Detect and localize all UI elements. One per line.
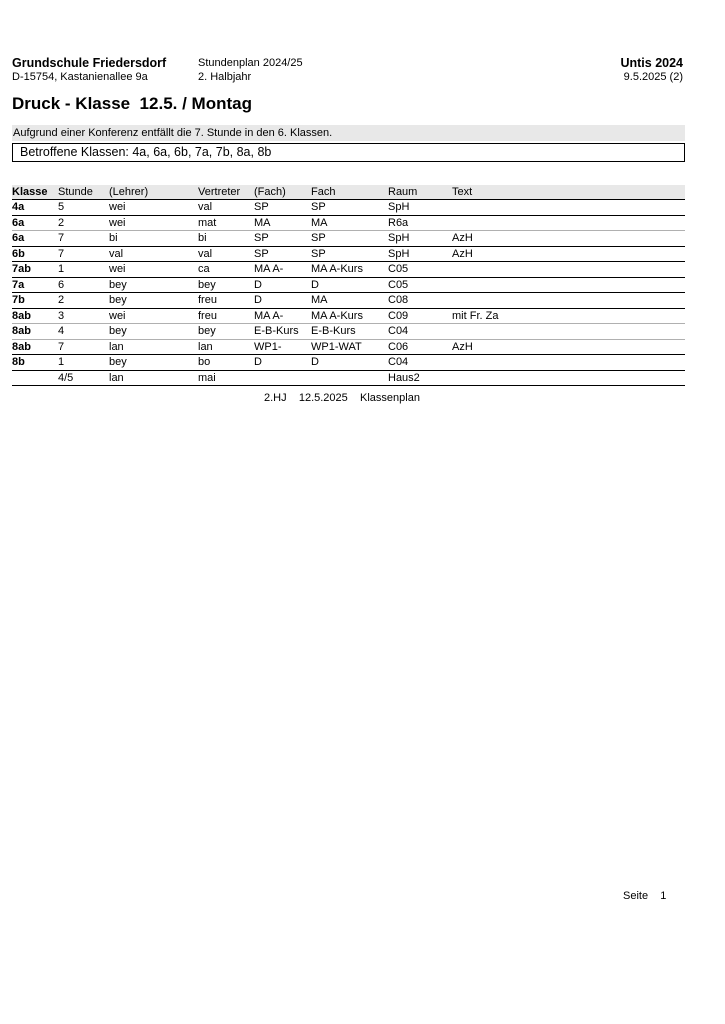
cell-vertreter: freu bbox=[198, 309, 217, 322]
cell-vertreter: lan bbox=[198, 340, 213, 353]
cell-fach: MA bbox=[311, 216, 328, 229]
cell-fach-alt: SP bbox=[254, 232, 269, 244]
cell-stunde: 5 bbox=[58, 201, 65, 213]
header-klasse: Klasse bbox=[12, 186, 48, 198]
cell-klasse: 6b bbox=[12, 247, 25, 260]
table-row bbox=[12, 216, 685, 232]
cell-stunde: 3 bbox=[58, 309, 65, 322]
cell-lehrer: wei bbox=[109, 216, 126, 229]
table-row bbox=[12, 324, 685, 340]
affected-classes-box: Betroffene Klassen: 4a, 6a, 6b, 7a, 7b, 8a, 8b bbox=[12, 143, 685, 162]
table-row bbox=[12, 247, 685, 263]
cell-stunde: 7 bbox=[58, 247, 65, 260]
cell-vertreter: bey bbox=[198, 278, 216, 291]
table-row bbox=[12, 340, 685, 356]
cell-fach: SP bbox=[311, 247, 326, 260]
cell-stunde: 4/5 bbox=[58, 371, 74, 384]
cell-vertreter: mai bbox=[198, 371, 216, 384]
cell-fach-alt: D bbox=[254, 278, 262, 291]
cell-fach-alt: SP bbox=[254, 201, 269, 213]
cell-lehrer: val bbox=[109, 247, 124, 260]
header-fach: Fach bbox=[311, 186, 336, 198]
cell-lehrer: lan bbox=[109, 340, 124, 353]
header-vertreter: Vertreter bbox=[198, 186, 241, 198]
cell-vertreter: bi bbox=[198, 232, 207, 244]
cell-stunde: 2 bbox=[58, 216, 65, 229]
header-lehrer: (Lehrer) bbox=[109, 186, 149, 198]
cell-stunde: 7 bbox=[58, 340, 65, 353]
table-row bbox=[12, 262, 685, 278]
cell-klasse: 4a bbox=[12, 201, 25, 213]
cell-raum: Haus2 bbox=[388, 371, 420, 384]
cell-klasse: 6a bbox=[12, 232, 25, 244]
header-raum: Raum bbox=[388, 186, 418, 198]
cell-vertreter: bo bbox=[198, 356, 211, 368]
table-header bbox=[12, 185, 685, 200]
cell-stunde: 1 bbox=[58, 356, 65, 368]
cell-fach: MA A-Kurs bbox=[311, 309, 363, 322]
cell-klasse: 6a bbox=[12, 216, 25, 229]
header-text: Text bbox=[452, 186, 473, 198]
cell-fach-alt: D bbox=[254, 356, 262, 368]
notice-banner: Aufgrund einer Konferenz entfällt die 7. Stunde in den 6. Klassen. bbox=[12, 125, 685, 141]
substitution-table bbox=[12, 185, 685, 386]
cell-stunde: 6 bbox=[58, 278, 65, 291]
cell-klasse: 8ab bbox=[12, 340, 31, 353]
plan-name: Stundenplan 2024/25 bbox=[198, 57, 303, 69]
cell-fach: D bbox=[311, 278, 319, 291]
cell-raum: C04 bbox=[388, 356, 409, 368]
cell-fach-alt: MA A- bbox=[254, 263, 284, 275]
header-fach-alt: (Fach) bbox=[254, 186, 286, 198]
cell-klasse: 7ab bbox=[12, 263, 31, 275]
cell-fach-alt: WP1- bbox=[254, 340, 282, 353]
cell-raum: SpH bbox=[388, 247, 410, 260]
cell-raum: C09 bbox=[388, 309, 409, 322]
school-name: Grundschule Friedersdorf bbox=[12, 56, 167, 70]
cell-fach: SP bbox=[311, 201, 326, 213]
cell-raum: C06 bbox=[388, 340, 409, 353]
cell-vertreter: mat bbox=[198, 216, 217, 229]
cell-raum: C05 bbox=[388, 278, 409, 291]
table-body bbox=[12, 200, 685, 386]
table-row bbox=[12, 309, 685, 325]
cell-fach-alt: MA A- bbox=[254, 309, 284, 322]
cell-fach: MA bbox=[311, 294, 328, 306]
table-row bbox=[12, 293, 685, 309]
cell-raum: R6a bbox=[388, 216, 409, 229]
cell-lehrer: bi bbox=[109, 232, 118, 244]
cell-fach-alt: SP bbox=[254, 247, 269, 260]
cell-raum: C08 bbox=[388, 294, 409, 306]
cell-stunde: 1 bbox=[58, 263, 65, 275]
cell-text: AzH bbox=[452, 232, 473, 244]
cell-lehrer: wei bbox=[109, 309, 126, 322]
cell-lehrer: wei bbox=[109, 263, 126, 275]
table-row bbox=[12, 371, 685, 387]
cell-lehrer: bey bbox=[109, 294, 127, 306]
table-row bbox=[12, 231, 685, 247]
cell-fach: E-B-Kurs bbox=[311, 325, 356, 337]
cell-raum: C04 bbox=[388, 325, 409, 337]
cell-fach: WP1-WAT bbox=[311, 340, 362, 353]
cell-fach-alt: E-B-Kurs bbox=[254, 325, 299, 337]
cell-klasse: 7b bbox=[12, 294, 25, 306]
cell-text: AzH bbox=[452, 340, 473, 353]
cell-vertreter: val bbox=[198, 201, 213, 213]
cell-lehrer: wei bbox=[109, 201, 126, 213]
cell-klasse: 8ab bbox=[12, 325, 31, 337]
cell-lehrer: bey bbox=[109, 278, 127, 291]
cell-klasse: 8ab bbox=[12, 309, 31, 322]
cell-vertreter: ca bbox=[198, 263, 210, 275]
cell-fach: D bbox=[311, 356, 319, 368]
cell-lehrer: lan bbox=[109, 371, 124, 384]
cell-lehrer: bey bbox=[109, 356, 127, 368]
cell-raum: C05 bbox=[388, 263, 409, 275]
cell-fach-alt: MA bbox=[254, 216, 271, 229]
cell-klasse: 7a bbox=[12, 278, 25, 291]
cell-raum: SpH bbox=[388, 201, 410, 213]
cell-fach: MA A-Kurs bbox=[311, 263, 363, 275]
cell-stunde: 7 bbox=[58, 232, 65, 244]
software-version: Untis 2024 bbox=[620, 56, 683, 70]
cell-lehrer: bey bbox=[109, 325, 127, 337]
cell-raum: SpH bbox=[388, 232, 410, 244]
cell-text: mit Fr. Za bbox=[452, 309, 499, 322]
header-stunde: Stunde bbox=[58, 186, 93, 198]
cell-stunde: 4 bbox=[58, 325, 65, 337]
half-year: 2. Halbjahr bbox=[198, 71, 252, 83]
page-number: Seite 1 bbox=[623, 890, 667, 902]
cell-fach-alt: D bbox=[254, 294, 262, 306]
cell-vertreter: bey bbox=[198, 325, 216, 337]
table-row bbox=[12, 278, 685, 294]
cell-klasse: 8b bbox=[12, 356, 25, 368]
school-address: D-15754, Kastanienallee 9a bbox=[12, 71, 148, 83]
cell-vertreter: val bbox=[198, 247, 213, 260]
cell-vertreter: freu bbox=[198, 294, 217, 306]
table-row bbox=[12, 355, 685, 371]
page-title: Druck - Klasse 12.5. / Montag bbox=[12, 94, 252, 113]
cell-fach: SP bbox=[311, 232, 326, 244]
cell-text: AzH bbox=[452, 247, 473, 260]
cell-stunde: 2 bbox=[58, 294, 65, 306]
table-row bbox=[12, 200, 685, 216]
footer-info: 2.HJ 12.5.2025 Klassenplan bbox=[264, 392, 420, 404]
print-date: 9.5.2025 (2) bbox=[623, 71, 683, 83]
